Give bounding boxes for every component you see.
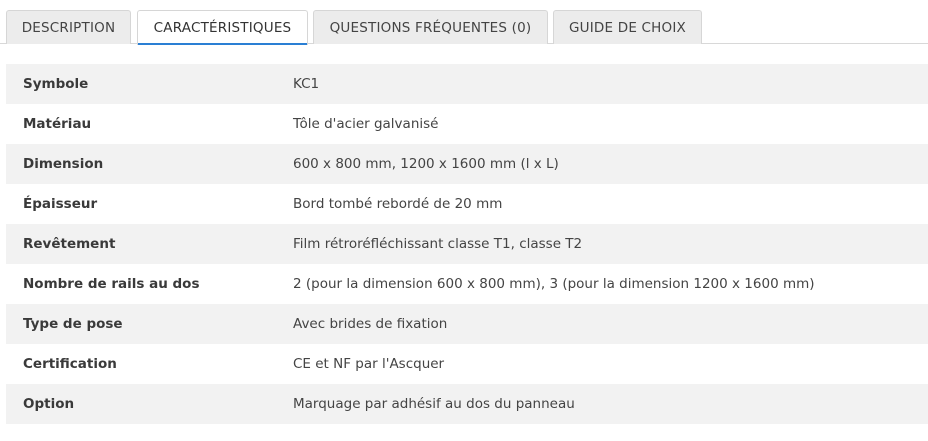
spec-row-materiau [6,104,928,144]
spec-row-option [6,384,928,424]
spec-value: 2 (pour la dimension 600 x 800 mm), 3 (pour la dimension 1200 x 1600 mm) [293,276,815,292]
spec-value: Avec brides de fixation [293,316,448,332]
spec-row-dimension [6,144,928,184]
spec-label: Dimension [23,156,104,172]
spec-label: Revêtement [23,236,116,252]
spec-row-certification [6,344,928,384]
spec-label: Type de pose [23,316,123,332]
spec-value: Bord tombé rebordé de 20 mm [293,196,503,212]
spec-label: Épaisseur [23,196,98,212]
spec-value: Tôle d'acier galvanisé [293,116,439,132]
spec-row-symbole [6,64,928,104]
spec-value: Film rétroréfléchissant classe T1, classe T2 [293,236,583,252]
spec-row-type-de-pose [6,304,928,344]
spec-label: Certification [23,356,117,372]
spec-value: Marquage par adhésif au dos du panneau [293,396,575,412]
spec-row-epaisseur [6,184,928,224]
spec-label: Nombre de rails au dos [23,276,200,292]
tab-description[interactable]: DESCRIPTION [6,10,131,44]
spec-value: 600 x 800 mm, 1200 x 1600 mm (l x L) [293,156,559,172]
spec-label: Option [23,396,75,412]
spec-value: KC1 [293,76,320,92]
spec-row-nombre-de-rails [6,264,928,304]
tab-guide-de-choix[interactable]: GUIDE DE CHOIX [553,10,702,44]
spec-label: Symbole [23,76,89,92]
tab-questions-frequentes[interactable]: QUESTIONS FRÉQUENTES (0) [313,10,548,44]
spec-label: Matériau [23,116,92,132]
tab-caracteristiques[interactable]: CARACTÉRISTIQUES [137,10,308,45]
specifications-table [6,64,928,424]
spec-row-revetement [6,224,928,264]
spec-value: CE et NF par l'Ascquer [293,356,445,372]
product-tabs [0,0,928,44]
